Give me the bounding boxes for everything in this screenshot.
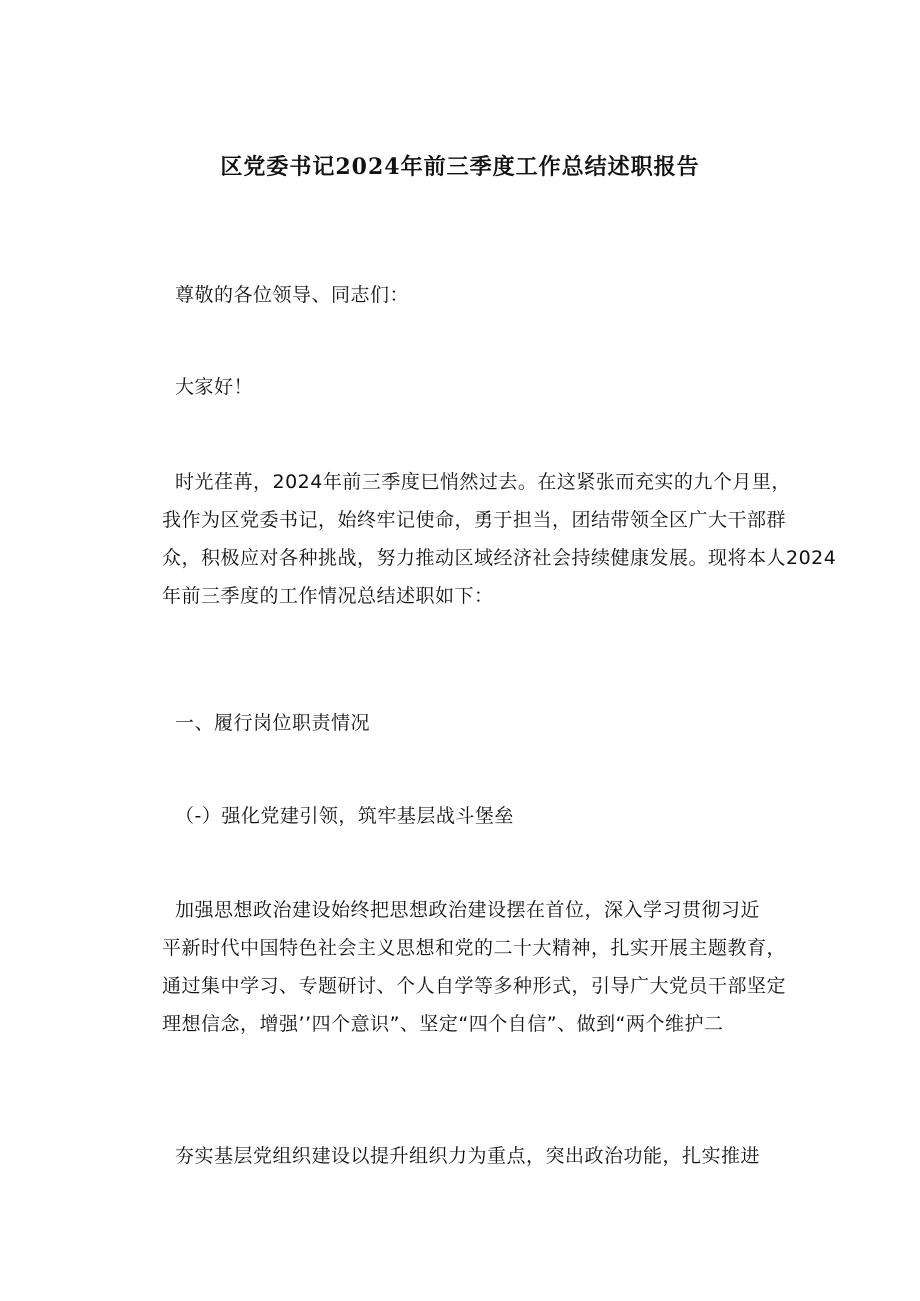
section-heading-line: 一、履行岗位职责情况 [175,712,371,734]
organization-paragraph [162,1137,802,1175]
intro-line: 年前三季度的工作情况总结述职如下： [162,585,494,607]
ideology-line: 通过集中学习、专题研讨、个人自学等多种形式，引导广大党员干部坚定 [162,975,787,997]
ideology-line: 平新时代中国特色社会主义思想和党的二十大精神，扎实开展主题教育， [162,937,787,959]
greeting-line: 大家好！ [175,376,254,398]
intro-line: 众，积极应对各种挑战，努力推动区域经济社会持续健康发展。现将本人2024 [162,547,837,569]
organization-line: 夯实基层党组织建设以提升组织力为重点，突出政治功能，扎实推进 [175,1145,761,1167]
greeting-paragraph [162,368,815,406]
ideology-line: 加强思想政治建设始终把思想政治建设摆在首位，深入学习贯彻习近 [175,899,761,921]
intro-line: 我作为区党委书记，始终牢记使命，勇于担当，团结带领全区广大干部群 [162,509,787,531]
subsection-heading [162,797,815,835]
section-heading [162,704,815,742]
subsection-heading-line: （-）强化党建引领，筑牢基层战斗堡垒 [175,805,514,827]
intro-line: 时光荏苒，2024年前三季度巳悄然过去。在这紧张而充实的九个月里， [175,471,791,493]
document-title: 区党委书记2024年前三季度工作总结述职报告 [220,154,700,180]
salutation-paragraph [162,276,815,314]
ideology-line: 理想信念，增强’’四个意识”、坚定“四个自信”、做到“两个维护二 [162,1013,724,1035]
intro-paragraph [162,463,837,615]
ideology-paragraph [162,891,802,1043]
salutation-line: 尊敬的各位领导、同志们： [175,284,410,306]
